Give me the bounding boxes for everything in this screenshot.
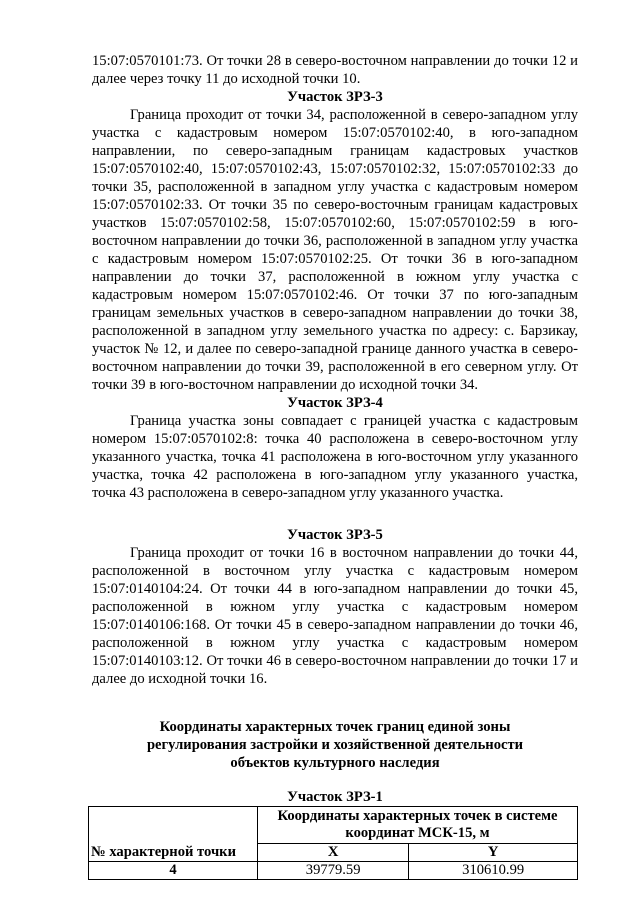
section-text-zrz4: Граница участка зоны совпадает с границей участка с кадастровым номером 15:07:0570102:8: точка 40 расположена в северо-восточном углу указанного участка, точка 41 расположена в юго-восточном углу указанного участка, точка 42 расположена в юго-западном углу указанного участка, точка 43 расположена в северо-западном углу указанного участка. [92, 413, 578, 501]
header-y: Y [409, 844, 578, 862]
intro-paragraph: 15:07:0570101:73. От точки 28 в северо-восточном направлении до точки 12 и далее через точку 11 до исходной точки 10. [92, 53, 578, 87]
cell-x: 39779.59 [258, 862, 409, 880]
coords-title-line-3: объектов культурного наследия [230, 755, 440, 771]
section-text-zrz3: Граница проходит от точки 34, расположенной в северо-западном углу участка с кадастровым номером 15:07:0570102:40, в юго-западном направлении, по северо-западным границам кадастровых участков 15:07:0570102:40, 15:07:0570102:43, 15:07:0570102:32, 15:07:0570102:33 до точки 35, расположенной в западном углу участка с кадастровым номером 15:07:0570102:33. От точки 35 по северо-восточным границам кадастровых участков 15:07:0570102:58, 15:07:0570102:60, 15:07:0570102:59 в юго-восточном направлении до точки 36, расположенной в западном углу участка с кадастровым номером 15:07:0570102:25. От точки 36 в юго-западном направлении до точки 37, расположенной в южном углу участка с кадастровым номером 15:07:0570102:46. От точки 37 по юго-западным границам земельных участков в северо-западном направлении до точки 38, расположенной в западном углу земельного участка по адресу: с. Барзикау, участок № 12, и далее по северо-западной границе данного участка в северо-восточном направлении до точки 39, расположенной в его северном углу. От точки 39 в юго-восточном направлении до исходной точки 34. [92, 107, 578, 393]
cell-point: 4 [89, 862, 258, 880]
section-heading-zrz5: Участок ЗРЗ-5 [287, 527, 383, 543]
section-heading-zrz3: Участок ЗРЗ-3 [287, 89, 383, 105]
table-header-row [89, 807, 578, 844]
header-x: X [258, 844, 409, 862]
section-text-zrz5: Граница проходит от точки 16 в восточном направлении до точки 44, расположенной в восточном углу участка с кадастровым номером 15:07:0140104:24. От точки 44 в юго-западном направлении до точки 45, расположенной в южном углу участка с кадастровым номером 15:07:0140106:168. От точки 45 в северо-западном направлении до точки 46, расположенной в южном углу участка с кадастровым номером 15:07:0140103:12. От точки 46 в северо-восточном направлении до точки 17 и далее до исходной точки 16. [92, 545, 578, 687]
header-point-number: № характерной точки [89, 807, 258, 862]
spacer [92, 502, 578, 520]
table-caption: Участок ЗРЗ-1 [287, 789, 383, 805]
table-row [89, 862, 578, 880]
spacer [92, 688, 578, 718]
coords-table [88, 806, 578, 880]
header-coordinates: Координаты характерных точек в системе координат МСК-15, м [258, 807, 578, 844]
cell-y: 310610.99 [409, 862, 578, 880]
section-heading-zrz4: Участок ЗРЗ-4 [287, 395, 383, 411]
document-page [92, 52, 578, 880]
coords-title-line-1: Координаты характерных точек границ единой зоны [159, 719, 511, 735]
coords-title-line-2: регулирования застройки и хозяйственной деятельности [146, 737, 524, 753]
